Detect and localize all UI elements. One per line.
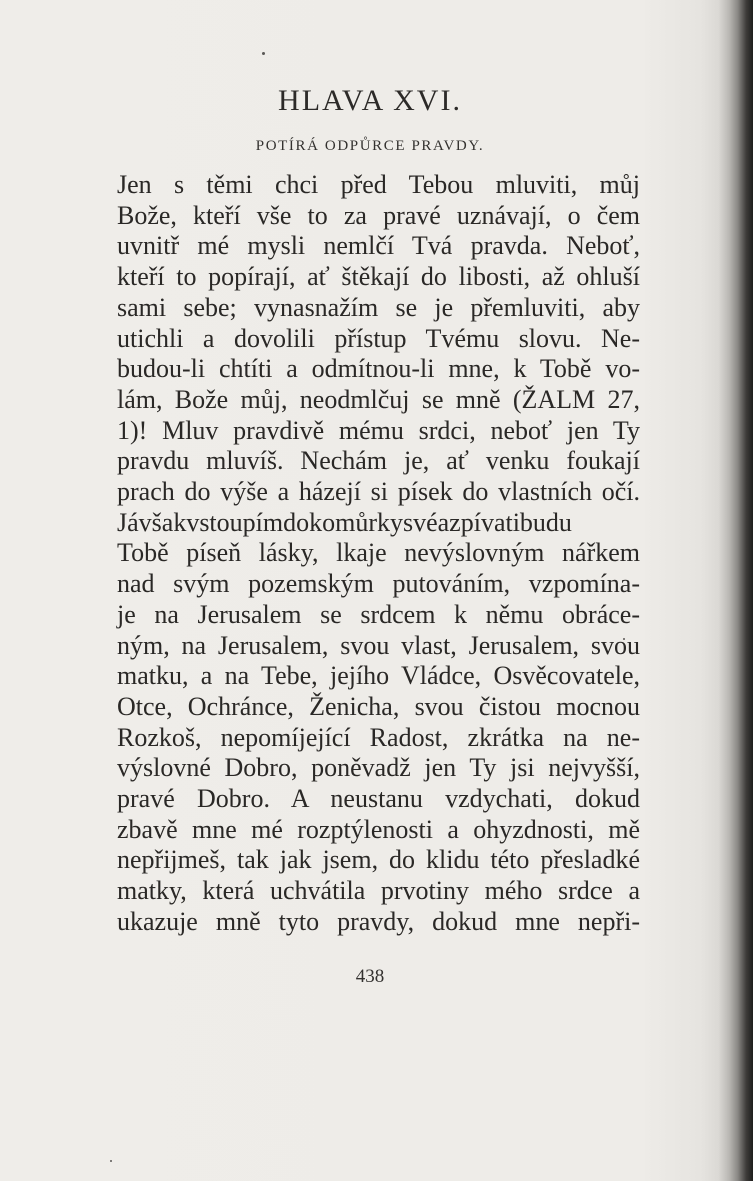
text-line: Otce, Ochránce, Ženicha, svou čistou mocnou: [117, 691, 640, 721]
text-line: lám, Bože můj, neodmlčuj se mně (ŽALM 27,: [117, 384, 640, 414]
text-line: je na Jerusalem se srdcem k němu obráce-: [117, 599, 640, 629]
text-line: utichli a dovolili přístup Tvému slovu. Ne-: [117, 323, 640, 353]
text-line: Rozkoš, nepomíjející Radost, zkrátka na ne-: [117, 722, 640, 752]
text-line: ukazuje mně tyto pravdy, dokud mne nepři-: [117, 906, 640, 936]
text-line: budou-li chtíti a odmítnou-li mne, k Tobě vo-: [117, 354, 640, 384]
text-line: pravé Dobro. A neustanu vzdychati, dokud: [117, 784, 640, 814]
text-line: Tobě píseň lásky, lkaje nevýslovným nářkem: [117, 538, 640, 568]
page-number: 438: [355, 966, 385, 987]
text-line: výslovné Dobro, poněvadž jen Ty jsi nejvyšší,: [117, 753, 640, 783]
text-line: prach do výše a házejí si písek do vlastních očí.: [117, 477, 640, 507]
text-line: sami sebe; vynasnažím se je přemluviti, aby: [117, 292, 640, 322]
chapter-title: HLAVA XVI.: [278, 84, 462, 117]
page-gutter-shadow: [719, 0, 753, 1181]
text-line: Bože, kteří vše to za pravé uznávají, o čem: [117, 200, 640, 230]
body-text: [117, 170, 640, 938]
text-line: kteří to popírají, ať štěkají do libosti, až ohluší: [117, 262, 640, 292]
text-line: pravdu mluvíš. Nechám je, ať venku foukají: [117, 446, 640, 476]
text-line: 1)! Mluv pravdivě mému srdci, neboť jen Ty: [117, 415, 640, 445]
text-line: ným, na Jerusalem, svou vlast, Jerusalem, svou: [117, 630, 640, 660]
text-line: Jávšakvstoupímdokomůrkysvéazpívatibudu: [117, 507, 572, 537]
text-line: nepřijmeš, tak jak jsem, do klidu této přesladké: [117, 845, 640, 875]
text-line: Jen s těmi chci před Tebou mluviti, můj: [117, 170, 640, 199]
text-line: matky, která uchvátila prvotiny mého srdce a: [117, 876, 640, 906]
text-line: uvnitř mé mysli nemlčí Tvá pravda. Neboť,: [117, 231, 640, 261]
text-line: nad svým pozemským putováním, vzpomína-: [117, 569, 640, 599]
text-line: zbavě mne mé rozptýlenosti a ohyzdnosti, mě: [117, 814, 640, 844]
text-line: matku, a na Tebe, jejího Vládce, Osvěcovatele,: [117, 661, 640, 691]
chapter-subtitle: POTÍRÁ ODPŮRCE PRAVDY.: [255, 138, 485, 154]
paper-speck: [262, 52, 265, 55]
paper-speck: [110, 1160, 112, 1162]
